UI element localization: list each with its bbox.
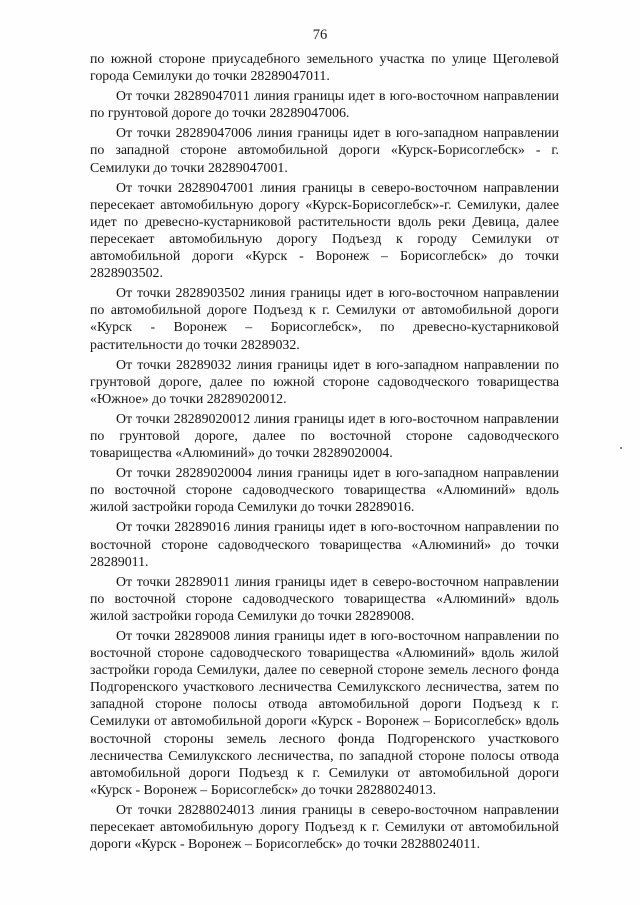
- paragraph-6: От точки 28289032 линия границы идет в юго-западном направлении по грунтовой дороге, далее по южной стороне садоводческого товарищества «Южное» до точки 28289020012.: [90, 357, 559, 407]
- paragraph-3: От точки 28289047006 линия границы идет в юго-западном направлении по западной стороне автомобильной дороги «Курск-Борисоглебск» - г. Семилуки до точки 28289047001.: [90, 126, 559, 176]
- paragraph-9: От точки 28289016 линия границы идет в юго-восточном направлении по восточной стороне садоводческого товарищества «Алюминий» до точки 28289011.: [90, 520, 559, 570]
- paragraph-4: От точки 28289047001 линия границы в северо-восточном направлении пересекает автомобильную дорогу «Курск-Борисоглебск»-г. Семилуки, далее идет по древесно-кустарниковой растительности вдоль реки Девица, далее пересекает автомобильную дорогу Подъезд к городу Семилуки от автомобильной дороги «Курск - Воронеж – Борисоглебск» до точки 2828903502.: [90, 180, 559, 282]
- document-body: [90, 51, 559, 856]
- paragraph-11: От точки 28289008 линия границы идет в юго-восточном направлении по восточной стороне садоводческого товарищества «Алюминий» вдоль жилой застройки города Семилуки, далее по северной стороне земель лесного фонда Подгоренского участкового лесничества Семилукского лесничества, затем по западной стороне полосы отвода автомобильной дороги Подъезд к г. Семилуки от автомобильной дороги «Курск - Воронеж – Борисоглебск» вдоль восточной стороны земель лесного фонда Подгоренского участкового лесничества Семилукского лесничества, по западной стороне полосы отвода автомобильной дороги Подъезд к г. Семилуки от автомобильной дороги «Курск - Воронеж – Борисоглебск» до точки 28288024013.: [90, 629, 559, 798]
- paragraph-2: От точки 28289047011 линия границы идет в юго-восточном направлении по грунтовой дороге до точки 28289047006.: [90, 89, 559, 122]
- paragraph-10: От точки 28289011 линия границы идет в северо-восточном направлении по восточной стороне садоводческого товарищества «Алюминий» вдоль жилой застройки города Семилуки до точки 28289008.: [90, 574, 559, 624]
- paragraph-12: От точки 28288024013 линия границы в северо-восточном направлении пересекает автомобильную дорогу Подъезд к г. Семилуки от автомобильной дороги «Курск - Воронеж – Борисоглебск» до точки 28288024011.: [90, 802, 559, 853]
- paragraph-7: От точки 28289020012 линия границы идет в юго-восточном направлении по грунтовой дороге, далее по восточной стороне садоводческого товарищества «Алюминий» до точки 28289020004.: [90, 411, 559, 462]
- scan-speck: [620, 447, 622, 449]
- page-number: 76: [312, 27, 328, 43]
- paragraph-8: От точки 28289020004 линия границы идет в юго-западном направлении по восточной стороне садоводческого товарищества «Алюминий» вдоль жилой застройки города Семилуки до точки 28289016.: [90, 466, 559, 516]
- paragraph-5: От точки 2828903502 линия границы идет в юго-восточном направлении по автомобильной дороге Подъезд к г. Семилуки от автомобильной дороги «Курск - Воронеж – Борисоглебск», по древесно-кустарниковой растительности до точки 28289032.: [90, 286, 559, 353]
- paragraph-1: по южной стороне приусадебного земельного участка по улице Щеголевой города Семилуки до точки 28289047011.: [90, 52, 559, 85]
